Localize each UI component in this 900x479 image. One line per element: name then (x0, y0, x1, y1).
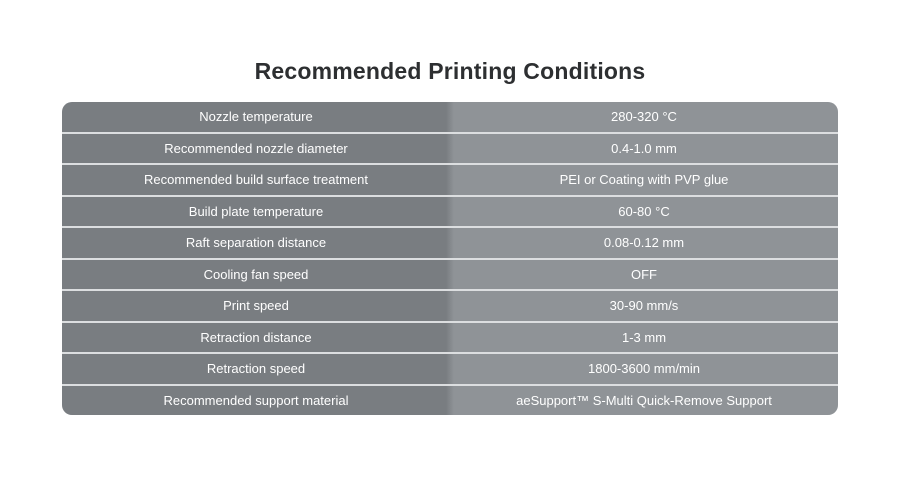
row-label: Recommended support material (163, 392, 349, 408)
row-value: 60-80 °C (618, 203, 670, 219)
table-row (62, 354, 838, 384)
row-label: Build plate temperature (188, 203, 324, 219)
row-label: Print speed (223, 298, 289, 314)
row-label: Retraction speed (206, 361, 306, 377)
table-row (62, 134, 838, 164)
table-row (62, 386, 838, 416)
table-row (62, 228, 838, 258)
table-row (62, 165, 838, 195)
row-value: 0.4-1.0 mm (611, 140, 677, 156)
table-row (62, 102, 838, 132)
table-row (62, 197, 838, 227)
row-label: Recommended nozzle diameter (164, 140, 348, 156)
table-row (62, 323, 838, 353)
printing-conditions-table (62, 102, 838, 415)
row-value: 30-90 mm/s (609, 298, 679, 314)
row-value: PEI or Coating with PVP glue (559, 172, 729, 188)
row-value: 280-320 °C (611, 109, 677, 125)
row-value: 0.08-0.12 mm (603, 235, 685, 251)
row-label: Nozzle temperature (199, 109, 313, 125)
row-value: 1800-3600 mm/min (588, 361, 700, 377)
row-value: 1-3 mm (621, 329, 667, 345)
row-value: aeSupport™ S-Multi Quick-Remove Support (516, 392, 772, 408)
table-row (62, 291, 838, 321)
table-row (62, 260, 838, 290)
row-label: Cooling fan speed (203, 266, 309, 282)
page-title: Recommended Printing Conditions (254, 58, 646, 84)
row-label: Recommended build surface treatment (143, 172, 368, 188)
row-label: Retraction distance (200, 329, 312, 345)
row-value: OFF (631, 266, 657, 282)
row-label: Raft separation distance (185, 235, 327, 251)
